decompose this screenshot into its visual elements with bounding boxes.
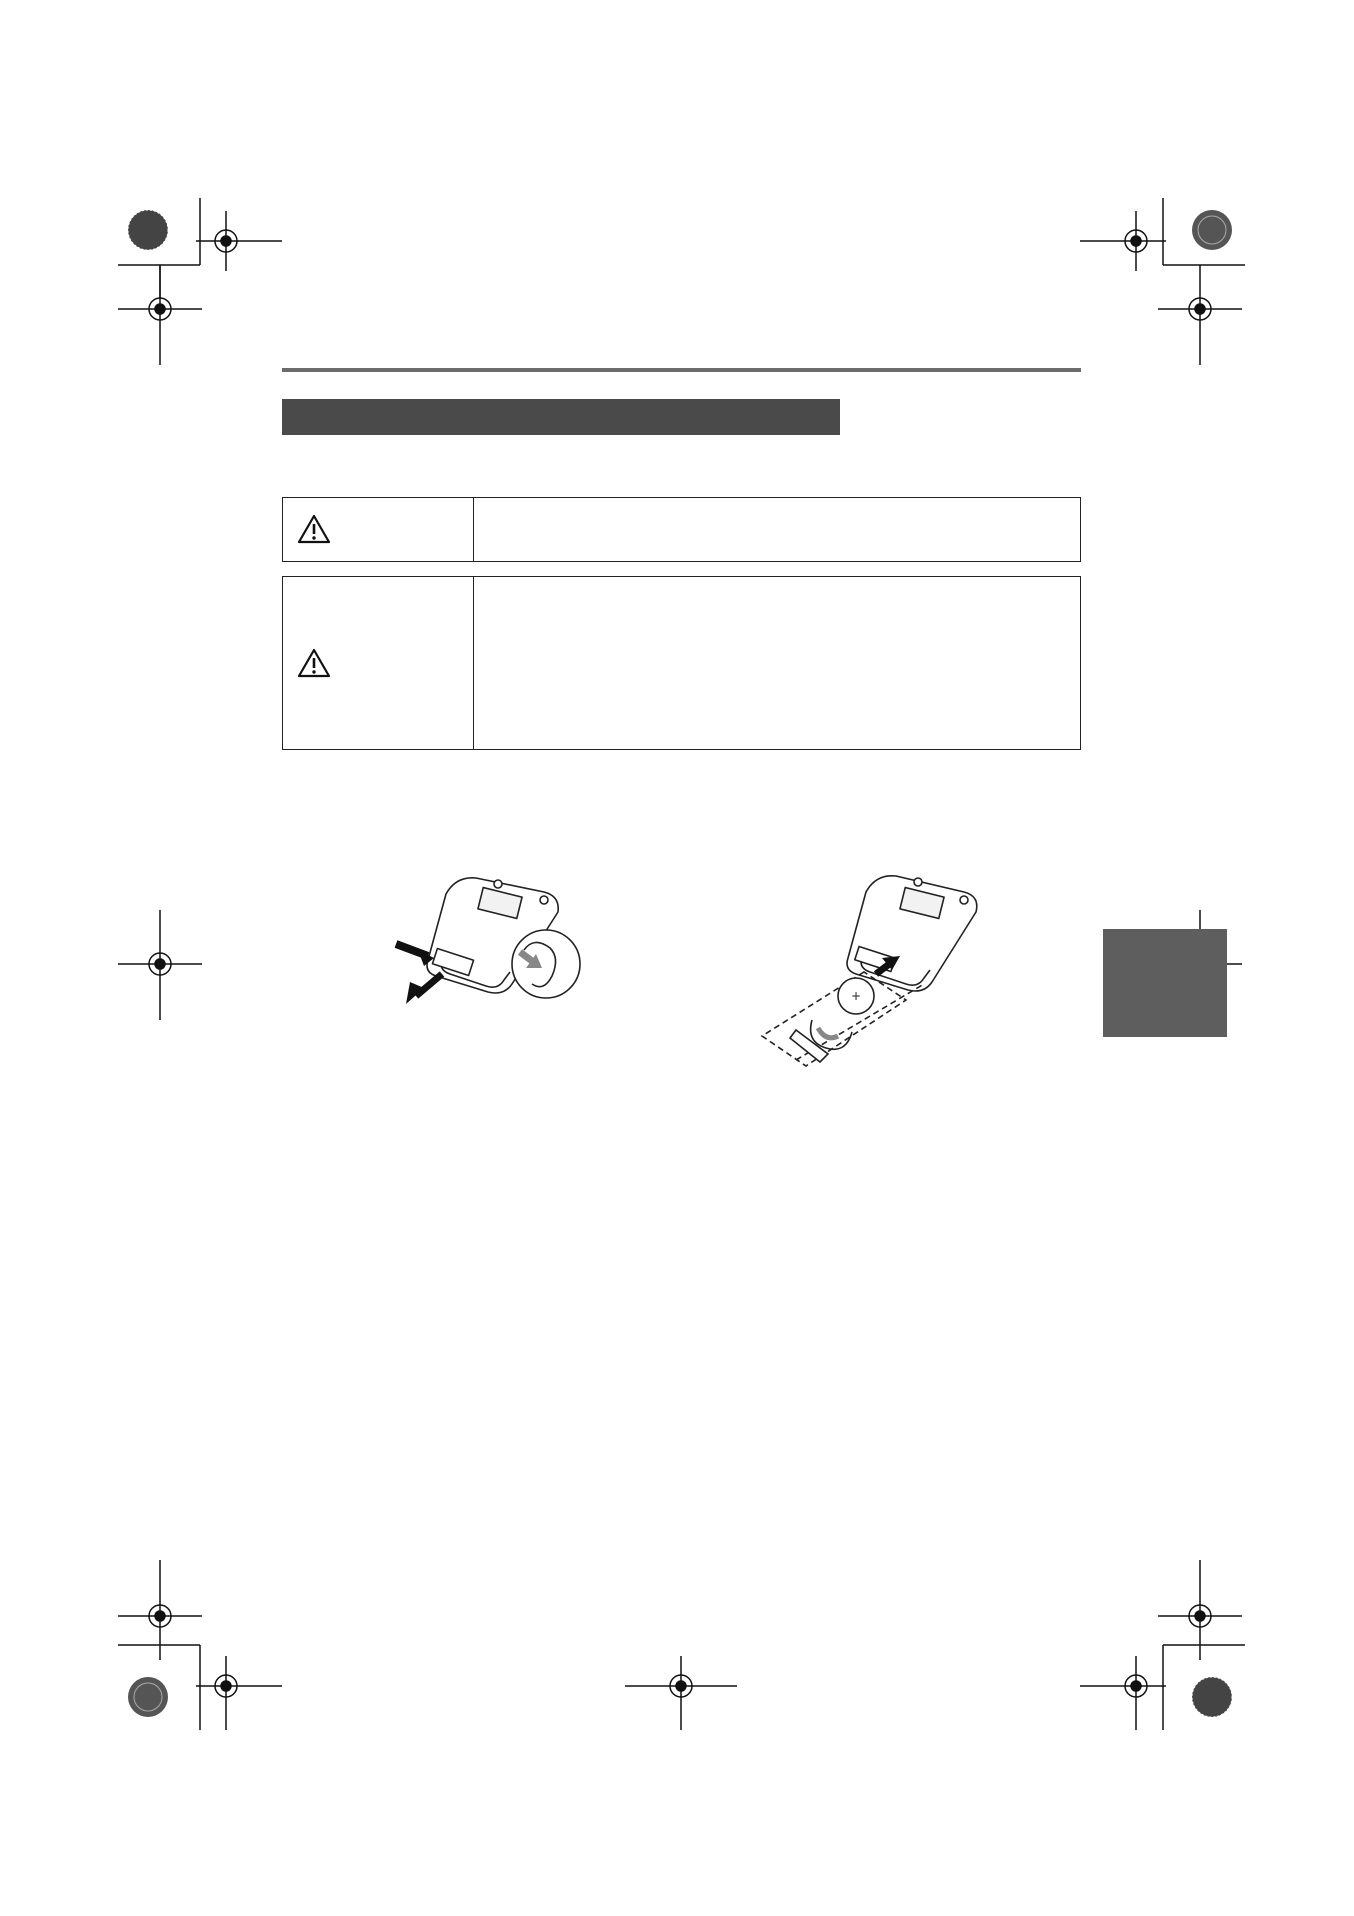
section-title-bar xyxy=(282,399,840,435)
warning-triangle-icon xyxy=(297,514,331,544)
warning-label-cell xyxy=(283,498,474,561)
warning-box xyxy=(282,497,1081,562)
spoke-mark-top-right xyxy=(1192,210,1232,250)
caution-box xyxy=(282,576,1081,750)
remote-eject-illustration xyxy=(394,872,594,1022)
remote-battery-illustration xyxy=(756,870,1006,1095)
crosshair-targets xyxy=(118,211,1242,1730)
warning-triangle-icon xyxy=(297,648,331,678)
spoke-mark-bottom-right xyxy=(1192,1677,1232,1717)
chapter-side-tab xyxy=(1103,929,1227,1037)
spoke-mark-top-left xyxy=(128,210,168,250)
caution-label-cell xyxy=(283,577,474,749)
svg-text:+: + xyxy=(850,989,862,1003)
header-rule xyxy=(282,368,1081,372)
spoke-mark-bottom-left xyxy=(128,1677,168,1717)
